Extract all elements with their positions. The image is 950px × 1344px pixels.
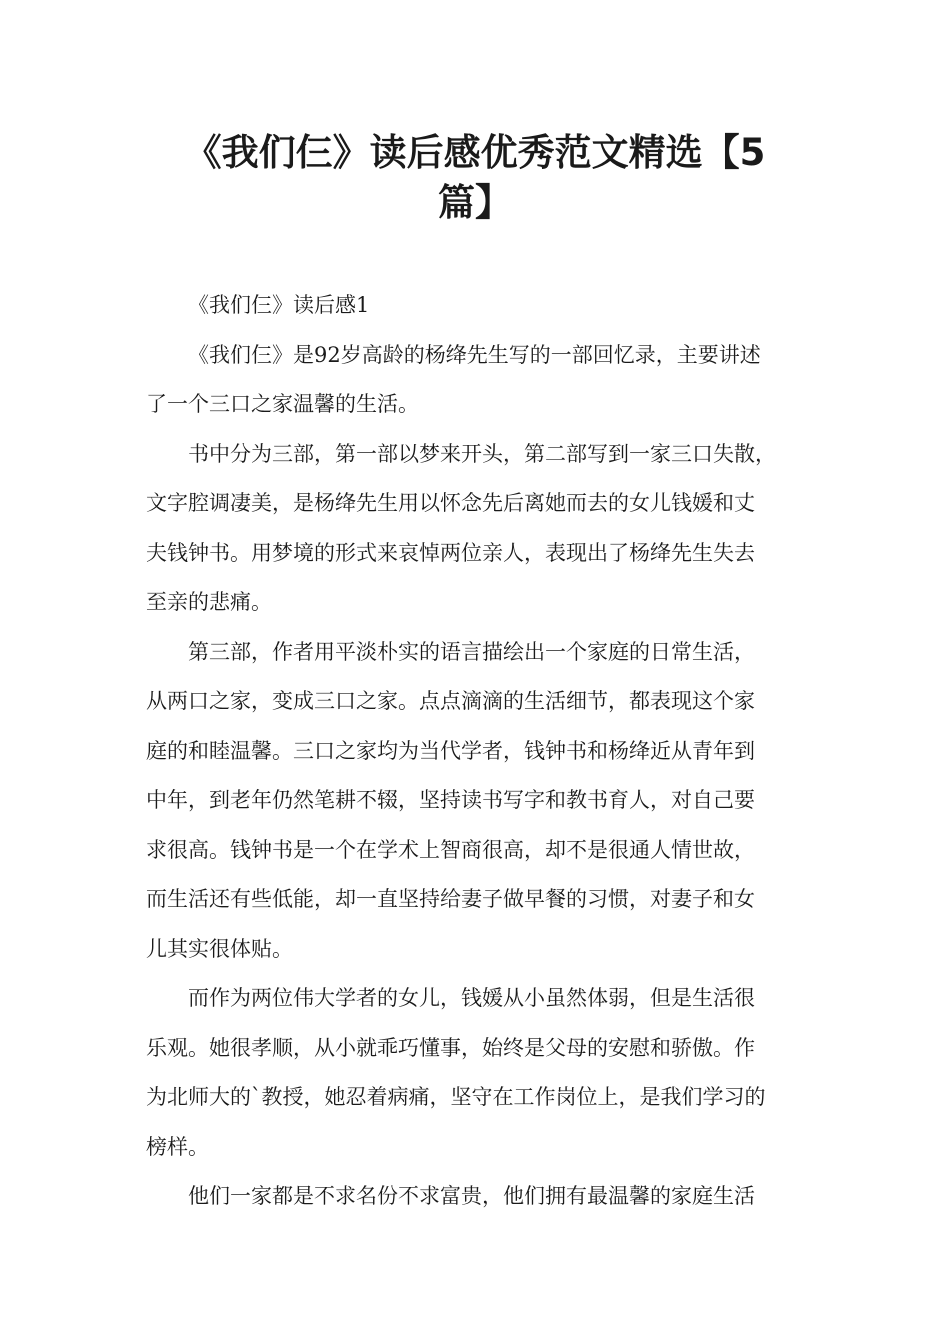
text-line: 中年，到老年仍然笔耕不辍，坚持读书写字和教书育人，对自己要 bbox=[146, 788, 755, 812]
text-line: 儿其实很体贴。 bbox=[146, 936, 293, 961]
text-line: 文字腔调凄美，是杨绛先生用以怀念先后离她而去的女儿钱媛和丈 bbox=[146, 491, 755, 515]
text-line: 庭的和睦温馨。三口之家均为当代学者，钱钟书和杨绛近从青年到 bbox=[146, 738, 755, 763]
text-line: 榜样。 bbox=[146, 1134, 209, 1159]
text-line: 书中分为三部，第一部以梦来开头，第二部写到一家三口失散， bbox=[188, 441, 776, 466]
text-line: 从两口之家，变成三口之家。点点滴滴的生活细节，都表现这个家 bbox=[146, 689, 755, 713]
paragraph bbox=[146, 1172, 814, 1222]
paragraph bbox=[146, 331, 814, 430]
title-line-2: 篇】 bbox=[438, 181, 512, 224]
text-line: 夫钱钟书。用梦境的形式来哀悼两位亲人，表现出了杨绛先生失去 bbox=[146, 540, 755, 565]
text-line: 《我们仨》是92岁高龄的杨绛先生写的一部回忆录，主要讲述 bbox=[188, 342, 761, 367]
document-title bbox=[150, 128, 800, 228]
text-line: 了一个三口之家温馨的生活。 bbox=[146, 392, 419, 416]
text-line: 《我们仨》读后感1 bbox=[188, 293, 370, 317]
paragraph bbox=[146, 974, 814, 1172]
text-line: 他们一家都是不求名份不求富贵，他们拥有最温馨的家庭生活 bbox=[188, 1184, 755, 1208]
paragraph bbox=[146, 628, 814, 975]
text-line: 第三部，作者用平淡朴实的语言描绘出一个家庭的日常生活， bbox=[188, 639, 755, 664]
text-line: 至亲的悲痛。 bbox=[146, 590, 272, 614]
text-line: 求很高。钱钟书是一个在学术上智商很高，却不是很通人情世故， bbox=[146, 837, 755, 862]
text-line: 而作为两位伟大学者的女儿，钱媛从小虽然体弱，但是生活很 bbox=[188, 986, 755, 1010]
title-line-1: 《我们仨》读后感优秀范文精选【5 bbox=[184, 131, 766, 174]
text-line: 为北师大的`教授，她忍着病痛，坚守在工作岗位上，是我们学习的 bbox=[146, 1085, 766, 1109]
paragraph bbox=[146, 281, 814, 331]
paragraph bbox=[146, 430, 814, 628]
document-body bbox=[146, 281, 814, 1222]
text-line: 乐观。她很孝顺，从小就乖巧懂事，始终是父母的安慰和骄傲。作 bbox=[146, 1035, 755, 1060]
text-line: 而生活还有些低能，却一直坚持给妻子做早餐的习惯，对妻子和女 bbox=[146, 887, 755, 911]
